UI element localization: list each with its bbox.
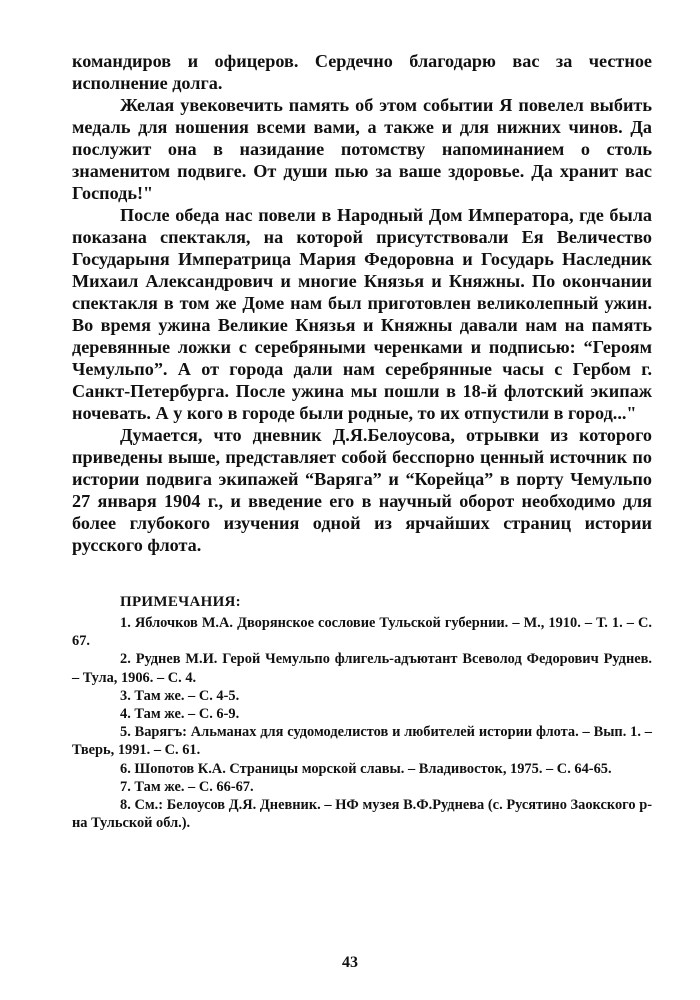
page-number: 43: [342, 954, 358, 971]
note-item: 2. Руднев М.И. Герой Чемульпо флигель-адъютант Всеволод Федорович Руднев. – Тула, 1906. – С. 4.: [72, 651, 652, 686]
note-item: 4. Там же. – С. 6-9.: [120, 706, 240, 723]
note-item: 3. Там же. – С. 4-5.: [120, 687, 240, 704]
paragraph: Думается, что дневник Д.Я.Белоусова, отрывки из которого приведены выше, представляет собой бесспорно ценный источник по истории подвига экипажей “Варяга” и “Корейца” в порту Чемульпо 27 января 1904 г., и введение его в научный оборот необходимо для более глубокого изучения одной из ярчайших страниц истории русского флота.: [72, 425, 652, 555]
page-content: [72, 50, 652, 832]
note-item: 5. Варягъ: Альманах для судомоделистов и любителей истории флота. – Вып. 1. – Тверь, 1991. – С. 61.: [72, 724, 652, 759]
note-item: 6. Шопотов К.А. Страницы морской славы. – Владивосток, 1975. – С. 64-65.: [120, 760, 612, 777]
paragraph: командиров и офицеров. Сердечно благодарю вас за честное исполнение долга.: [72, 51, 652, 93]
note-item: 8. См.: Белоусов Д.Я. Дневник. – НФ музея В.Ф.Руднева (с. Русятино Заокского р-на Тульской обл.).: [72, 797, 652, 832]
main-text: [72, 50, 652, 556]
note-item: 1. Яблочков М.А. Дворянское сословие Тульской губернии. – М., 1910. – Т. 1. – С. 67.: [72, 615, 652, 650]
paragraph: Желая увековечить память об этом событии Я повелел выбить медаль для ношения всеми вами, а также и для нижних чинов. Да послужит она в назидание потомству напоминанием о столь знаменитом подвиге. От души пью за ваше здоровье. Да хранит вас Господь!": [72, 95, 652, 203]
note-item: 7. Там же. – С. 66-67.: [120, 778, 254, 795]
notes-title: ПРИМЕЧАНИЯ:: [120, 594, 241, 610]
notes-section: [72, 592, 652, 832]
paragraph: После обеда нас повели в Народный Дом Императора, где была показана спектакля, на которой присутствовали Ея Величество Государыня Императрица Мария Федоровна и Государь Наследник Михаил Александрович и многие Князья и Княжны. По окончании спектакля в том же Доме нам был приготовлен великолепный ужин. Во время ужина Великие Князья и Княжны давали нам на память деревянные ложки с серебряными черенками и подписью: “Героям Чемульпо”. А от города дали нам серебрянные часы с Гербом г. Санкт-Петербурга. После ужина мы пошли в 18-й флотский экипаж ночевать. А у кого в городе были родные, то их отпустили в город...": [72, 205, 652, 423]
